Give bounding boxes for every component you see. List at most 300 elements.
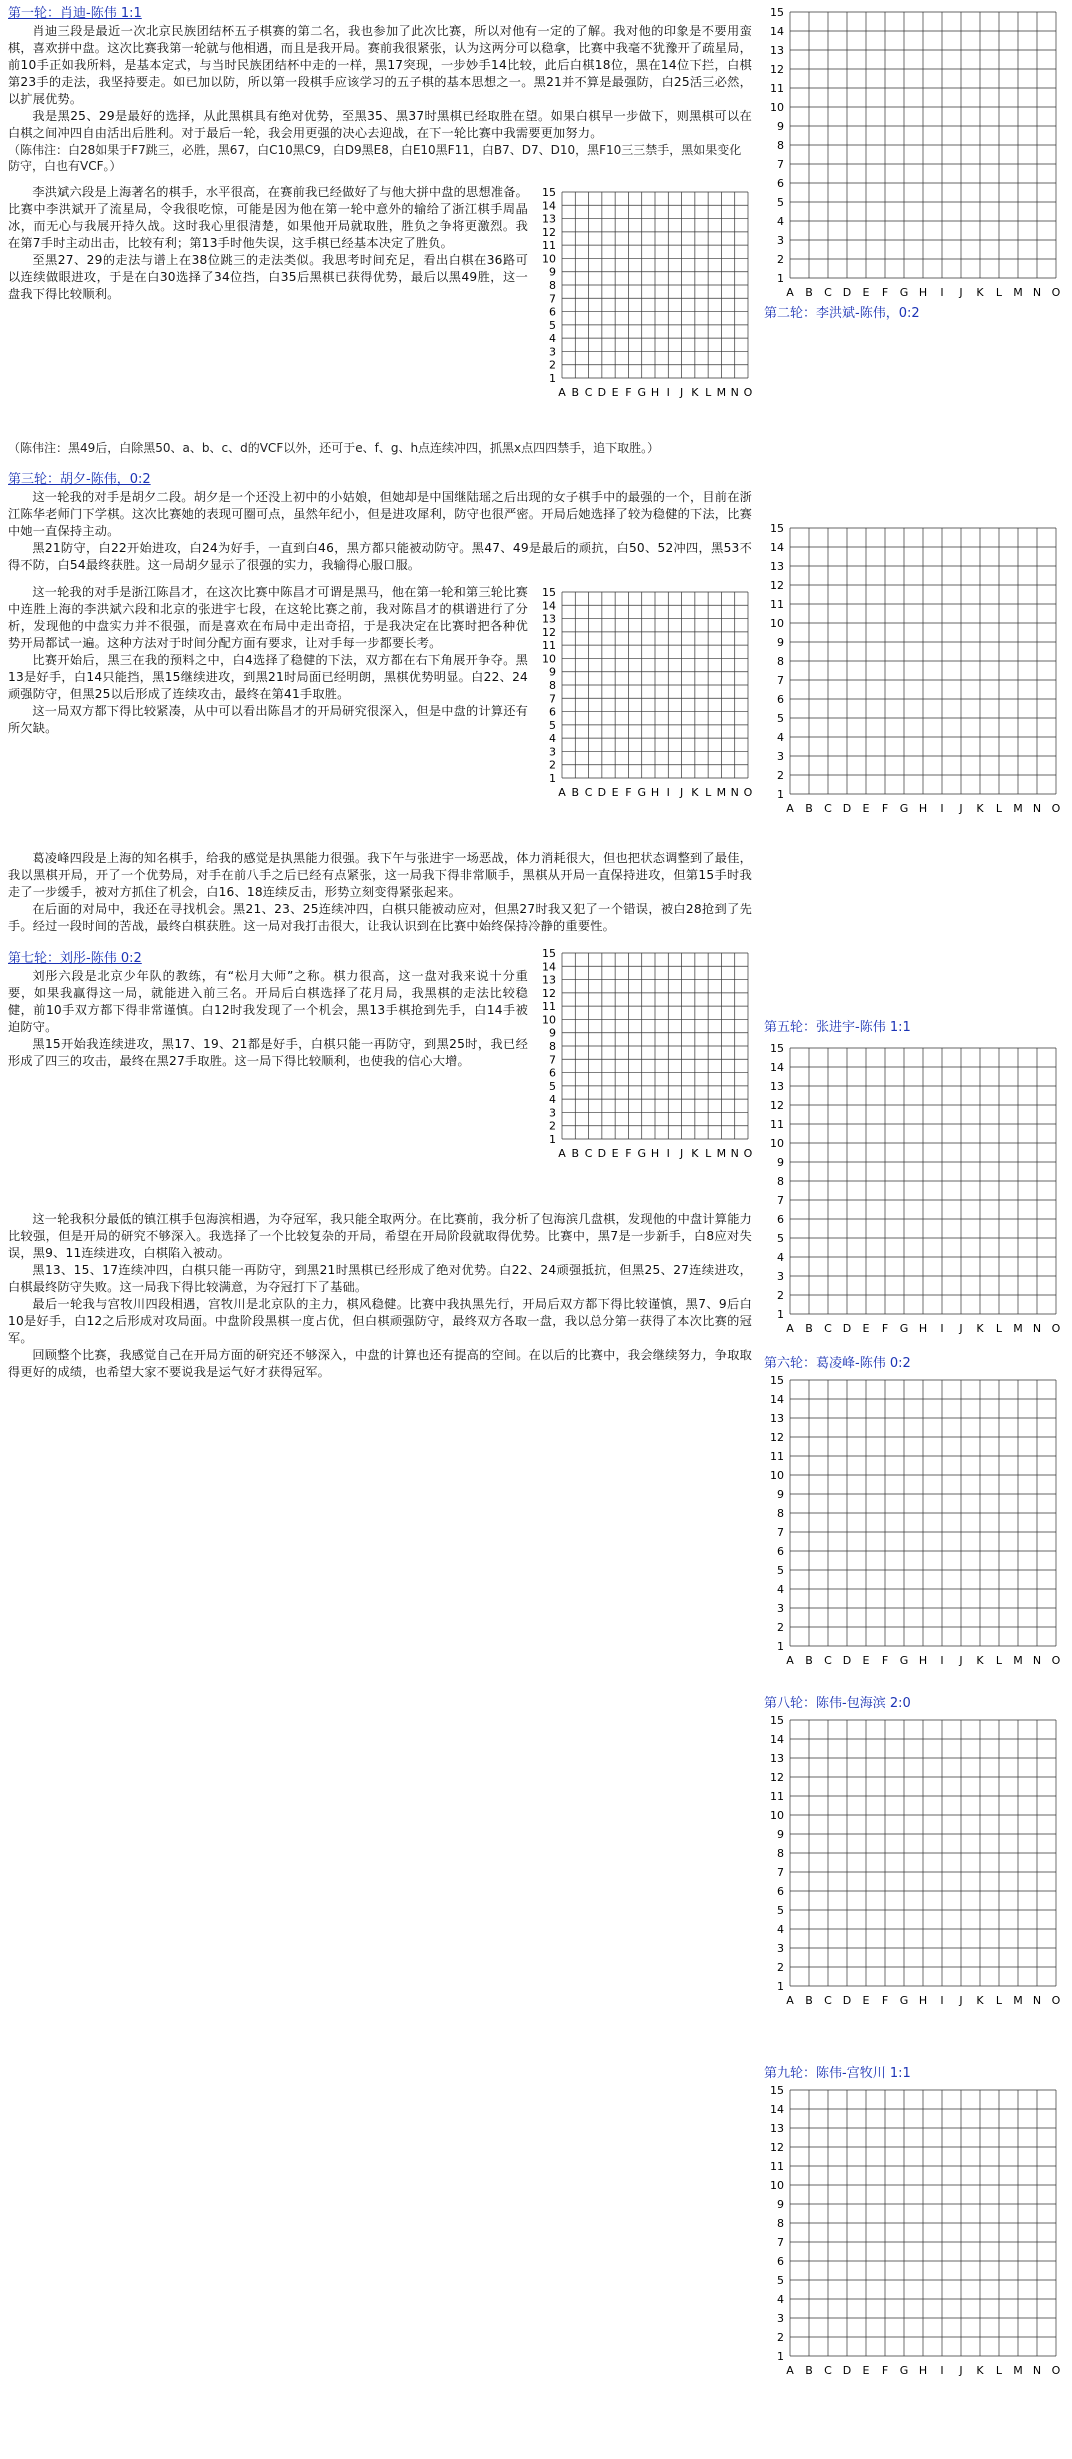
row-label: 13 <box>542 212 556 226</box>
row-label: 15 <box>770 2084 784 2097</box>
row-label: 13 <box>542 612 556 626</box>
row-label: 7 <box>777 2236 784 2249</box>
row-label: 8 <box>777 1507 784 1520</box>
row-label: 11 <box>542 1000 556 1014</box>
paragraph: 黑21防守，白22开始进攻，白24为好手，一直到白46，黑方都只能被动防守。黑47、49是最后的顽抗，白50、52冲四，黑53不得不防，白54最终获胜。这一局胡夕显示了很强的实力，我输得心服口服。 <box>8 541 752 572</box>
row-label: 1 <box>777 1980 784 1993</box>
column-label: L <box>705 386 712 399</box>
go-board-figure <box>764 300 920 325</box>
round-section <box>4 184 756 456</box>
row-label: 2 <box>549 758 556 772</box>
column-label: G <box>637 1147 646 1160</box>
row-label: 9 <box>549 665 556 679</box>
row-label: 9 <box>549 265 556 279</box>
row-label: 4 <box>777 731 784 744</box>
column-label: B <box>805 1322 813 1335</box>
row-label: 10 <box>542 252 556 266</box>
row-label: 13 <box>770 2122 784 2135</box>
column-label: I <box>666 1147 670 1160</box>
column-label: E <box>862 1994 870 2007</box>
row-label: 3 <box>549 1106 556 1120</box>
column-label: N <box>1032 286 1042 299</box>
paragraph: 李洪斌六段是上海著名的棋手，水平很高，在赛前我已经做好了与他大拼中盘的思想准备。比赛中李洪斌开了流星局，令我很吃惊，可能是因为他在第一轮中意外的输给了浙江棋手周晶冰，而无心与我展开持久战。这时我心里很清楚，如果他开局就取胜，胜负之争将更激烈。我在第7手时主动出击，比较有利；第13手时他失误，这手棋已经基本决定了胜负。 <box>8 185 528 250</box>
paragraph: 这一局双方都下得比较紧凑，从中可以看出陈昌才的开局研究很深入，但是中盘的计算还有所欠缺。 <box>8 704 528 735</box>
row-label: 13 <box>770 560 784 573</box>
row-label: 6 <box>777 2255 784 2268</box>
row-label: 14 <box>770 541 784 554</box>
paragraph: 黑15开始我连续进攻，黑17、19、21都是好手，白棋只能一再防守，到黑25时，我已经形成了四三的攻击，最终在黑27手取胜。这一局下得比较顺利，也使我的信心大增。 <box>8 1037 528 1068</box>
column-label: K <box>976 286 984 299</box>
column-label: D <box>842 286 852 299</box>
column-label: D <box>597 386 607 399</box>
column-label: M <box>716 786 727 799</box>
column-label: A <box>786 802 794 815</box>
row-label: 3 <box>777 234 784 247</box>
row-label: 2 <box>549 358 556 372</box>
paragraph: 这一轮我的对手是胡夕二段。胡夕是一个还没上初中的小姑娘，但她却是中国继陆瑶之后出现的女子棋手中的最强的一个，目前在浙江陈华老师门下学棋。这次比赛她的表现可圈可点，虽然年纪小，但是进攻犀利，防守也很严密。开局后她选择了较为稳健的下法，比赛中她一直保持主动。 <box>8 490 752 538</box>
row-label: 5 <box>777 1564 784 1577</box>
column-label: M <box>1013 802 1023 815</box>
row-label: 3 <box>549 345 556 359</box>
row-label: 6 <box>549 305 556 319</box>
column-label: K <box>976 1994 984 2007</box>
row-label: 9 <box>549 1026 556 1040</box>
row-label: 12 <box>542 625 556 639</box>
gomoku-board <box>536 584 756 834</box>
column-label: I <box>940 2364 944 2377</box>
column-label: E <box>611 786 619 799</box>
column-label: N <box>730 786 739 799</box>
row-label: 10 <box>770 617 784 630</box>
go-board-figure <box>764 1040 1064 1340</box>
round-title: 第七轮：刘彤-陈伟 0:2 <box>8 951 142 966</box>
column-label: F <box>881 1994 889 2007</box>
row-label: 12 <box>770 579 784 592</box>
row-label: 4 <box>549 332 556 346</box>
row-label: 6 <box>777 693 784 706</box>
column-label: I <box>666 386 670 399</box>
row-label: 1 <box>549 1133 556 1146</box>
annotation-note: （陈伟注：黑49后，白除黑50、a、b、c、d的VCF以外，还可于e、f、g、h点连续冲四，抓黑x点四四禁手，追下取胜。） <box>8 441 660 455</box>
column-label: C <box>584 786 593 799</box>
column-label: G <box>637 386 646 399</box>
column-label: O <box>1051 1654 1061 1667</box>
column-label: A <box>786 1654 794 1667</box>
row-label: 7 <box>777 674 784 687</box>
paragraph: 刘彤六段是北京少年队的教练，有“松月大师”之称。棋力很高，这一盘对我来说十分重要，如果我赢得这一局，就能进入前三名。开局后白棋选择了花月局，我黑棋的走法比较稳健，前10手双方都下得非常谨慎。白12时我发现了一个机会，黑13手棋抢到先手，白14手被迫防守。 <box>8 969 528 1034</box>
row-label: 2 <box>777 2331 784 2344</box>
paragraph: 这一轮我的对手是浙江陈昌才，在这次比赛中陈昌才可谓是黑马，他在第一轮和第三轮比赛中连胜上海的李洪斌六段和北京的张进宇七段，在这轮比赛之前，我对陈昌才的棋谱进行了分析，发现他的中盘实力并不很强，而是喜欢在布局中走出奇招，于是我决定在比赛时把各种优势开局都试一遍。这种方法对于时间分配方面有要求，让对手每一步都要长考。 <box>8 585 528 650</box>
column-label: O <box>1051 1994 1061 2007</box>
column-label: B <box>805 802 813 815</box>
row-label: 1 <box>777 1640 784 1653</box>
board-caption: 第二轮：李洪斌-陈伟，0:2 <box>764 306 920 321</box>
column-label: E <box>862 1654 870 1667</box>
column-label: B <box>805 1654 813 1667</box>
column-label: F <box>881 286 889 299</box>
row-label: 7 <box>549 1053 556 1067</box>
row-label: 4 <box>777 2293 784 2306</box>
row-label: 3 <box>777 2312 784 2325</box>
row-label: 1 <box>549 772 556 785</box>
row-label: 1 <box>777 788 784 801</box>
column-label: C <box>824 1654 832 1667</box>
column-label: M <box>1013 2364 1023 2377</box>
row-label: 10 <box>770 1809 784 1822</box>
column-label: F <box>881 802 889 815</box>
round-section <box>4 850 756 935</box>
column-label: F <box>881 1654 889 1667</box>
column-label: F <box>625 786 632 799</box>
row-label: 5 <box>777 1232 784 1245</box>
column-label: J <box>959 2364 963 2377</box>
column-label: D <box>842 1322 852 1335</box>
row-label: 9 <box>777 120 784 133</box>
paragraph: 回顾整个比赛，我感觉自己在开局方面的研究还不够深入，中盘的计算也还有提高的空间。在以后的比赛中，我会继续努力，争取取得更好的成绩，也希望大家不要说我是运气好才获得冠军。 <box>8 1348 752 1379</box>
round-section <box>4 1211 756 1381</box>
column-label: D <box>597 786 607 799</box>
row-label: 8 <box>777 1175 784 1188</box>
paragraph: 我是黑25、29是最好的选择，从此黑棋具有绝对优势，至黑35、黑37时黑棋已经取胜在望。如果白棋早一步做下，则黑棋可以在白棋之间冲四自由活出后胜利。对于最后一轮，我会用更强的决心去迎战，在下一轮比赛中我需要更加努力。 <box>8 109 752 140</box>
row-label: 5 <box>777 196 784 209</box>
row-label: 3 <box>777 1942 784 1955</box>
column-label: D <box>597 1147 607 1160</box>
column-label: K <box>976 802 984 815</box>
row-label: 10 <box>770 1469 784 1482</box>
column-label: L <box>995 1322 1003 1335</box>
round-section <box>4 466 756 574</box>
column-label: K <box>691 386 699 399</box>
row-label: 12 <box>542 225 556 239</box>
column-label: B <box>805 2364 813 2377</box>
column-label: G <box>899 2364 909 2377</box>
column-label: N <box>1032 2364 1042 2377</box>
row-label: 14 <box>770 1733 784 1746</box>
column-label: H <box>650 1147 660 1160</box>
column-label: D <box>842 1994 852 2007</box>
row-label: 12 <box>770 1431 784 1444</box>
column-label: O <box>1051 286 1061 299</box>
go-board-figure <box>764 1372 1064 1672</box>
go-board-figure <box>764 1712 1064 2012</box>
column-label: E <box>611 386 619 399</box>
column-label: L <box>995 1994 1003 2007</box>
row-label: 15 <box>770 1042 784 1055</box>
row-label: 12 <box>770 1099 784 1112</box>
row-label: 14 <box>770 1393 784 1406</box>
column-label: O <box>743 1147 753 1160</box>
paragraph: 葛凌峰四段是上海的知名棋手，给我的感觉是执黑能力很强。我下午与张进宇一场恶战，体力消耗很大，但也把状态调整到了最佳，我以黑棋开局，开了一个优势局，对手在前八手之后已经有点紧张，这一局我下得非常顺手，黑棋从开局一直保持进攻，但第15手时我走了一步缓手，被对方抓住了机会，白16、18连续反击，形势立刻变得紧张起来。 <box>8 851 752 899</box>
row-label: 8 <box>549 679 556 692</box>
row-label: 10 <box>542 652 556 666</box>
column-label: G <box>899 286 909 299</box>
row-label: 13 <box>770 1080 784 1093</box>
annotation-note: （陈伟注：白28如果于F7跳三，必胜，黑67，白C10黑C9，白D9黑E8，白E10黑F11，白B7、D7、D10，黑F10三三禁手，黑如果变化防守，白也有VCF。） <box>8 143 742 173</box>
board-caption: 第八轮：陈伟-包海滨 2:0 <box>764 1696 911 1711</box>
column-label: J <box>679 786 684 799</box>
gomoku-board <box>764 520 1064 820</box>
board-caption: 第五轮：张进宇-陈伟 1:1 <box>764 1020 911 1035</box>
row-label: 15 <box>770 522 784 535</box>
row-label: 7 <box>549 292 556 306</box>
row-label: 12 <box>770 63 784 76</box>
column-label: O <box>1051 802 1061 815</box>
paragraph: 比赛开始后，黑三在我的预料之中，白4选择了稳健的下法，双方都在右下角展开争夺。黑13是好手，白14只能挡，黑15继续进攻，到黑21时局面已经明朗，黑棋优势明显。白22、24顽强防守，但黑25以后形成了连续攻击，最终在第41手取胜。 <box>8 653 528 701</box>
row-label: 13 <box>770 1752 784 1765</box>
column-label: A <box>558 786 566 799</box>
paragraph: 这一轮我积分最低的镇江棋手包海滨相遇，为夺冠军，我只能全取两分。在比赛前，我分析了包海滨几盘棋，发现他的中盘计算能力比较强，但是开局的研究不够深入。我选择了一个比较复杂的开局，希望在开局阶段就取得优势。比赛中，黑7是一步新手，白8应对失误，黑9、11连续进攻，白棋陷入被动。 <box>8 1212 752 1260</box>
row-label: 11 <box>542 239 556 253</box>
row-label: 4 <box>549 732 556 746</box>
row-label: 10 <box>542 1013 556 1027</box>
column-label: L <box>995 2364 1003 2377</box>
row-label: 9 <box>777 1488 784 1501</box>
row-label: 4 <box>777 1583 784 1596</box>
column-label: I <box>940 286 944 299</box>
gomoku-board <box>764 1372 1064 1672</box>
row-label: 7 <box>549 692 556 706</box>
row-label: 11 <box>542 639 556 653</box>
row-label: 6 <box>549 1066 556 1080</box>
row-label: 4 <box>549 1093 556 1107</box>
column-label: J <box>959 1654 963 1667</box>
row-label: 2 <box>777 1621 784 1634</box>
gomoku-board <box>764 2082 1064 2382</box>
column-label: B <box>805 1994 813 2007</box>
column-label: G <box>899 1994 909 2007</box>
row-label: 2 <box>549 1119 556 1133</box>
board-caption: 第六轮：葛凌峰-陈伟 0:2 <box>764 1356 911 1371</box>
column-label: H <box>918 802 928 815</box>
row-label: 1 <box>777 2350 784 2363</box>
column-label: G <box>899 1654 909 1667</box>
column-label: M <box>1013 1994 1023 2007</box>
column-label: M <box>1013 1322 1023 1335</box>
column-label: E <box>862 2364 870 2377</box>
column-label: A <box>786 1322 794 1335</box>
row-label: 14 <box>542 960 556 974</box>
article-column <box>4 0 756 1391</box>
row-label: 6 <box>777 1885 784 1898</box>
row-label: 14 <box>542 599 556 613</box>
column-label: M <box>716 1147 727 1160</box>
column-label: D <box>842 1654 852 1667</box>
paragraph: 黑13、15、17连续冲四，白棋只能一再防守，到黑21时黑棋已经形成了绝对优势。白22、24顽强抵抗，但黑25、27连续进攻，白棋最终防守失败。这一局我下得比较满意，为夺冠打下了基础。 <box>8 1263 752 1294</box>
column-label: N <box>730 386 739 399</box>
row-label: 14 <box>770 1061 784 1074</box>
column-label: B <box>571 786 580 799</box>
row-label: 14 <box>542 199 556 213</box>
column-label: B <box>805 286 813 299</box>
column-label: L <box>995 1654 1003 1667</box>
row-label: 9 <box>777 1828 784 1841</box>
row-label: 14 <box>770 2103 784 2116</box>
row-label: 5 <box>777 2274 784 2287</box>
column-label: J <box>959 1322 963 1335</box>
round-section <box>4 0 756 174</box>
go-board-figure <box>536 584 756 834</box>
row-label: 1 <box>549 372 556 385</box>
row-label: 15 <box>770 1714 784 1727</box>
column-label: I <box>940 1994 944 2007</box>
column-label: B <box>571 386 580 399</box>
column-label: J <box>679 386 684 399</box>
row-label: 15 <box>542 586 556 599</box>
row-label: 5 <box>549 718 556 732</box>
column-label: E <box>862 286 870 299</box>
row-label: 13 <box>770 1412 784 1425</box>
column-label: C <box>824 286 832 299</box>
column-label: L <box>995 286 1003 299</box>
column-label: E <box>862 802 870 815</box>
gomoku-board <box>764 1040 1064 1340</box>
row-label: 10 <box>770 1137 784 1150</box>
row-label: 10 <box>770 2179 784 2192</box>
row-label: 4 <box>777 1923 784 1936</box>
column-label: F <box>881 2364 889 2377</box>
row-label: 5 <box>549 1079 556 1093</box>
column-label: A <box>558 1147 566 1160</box>
go-board-figure <box>536 184 756 434</box>
column-label: L <box>995 802 1003 815</box>
row-label: 6 <box>549 705 556 719</box>
column-label: B <box>571 1147 580 1160</box>
row-label: 11 <box>770 1450 784 1463</box>
row-label: 11 <box>770 1118 784 1131</box>
round-title: 第一轮：肖迪-陈伟 1:1 <box>8 6 142 21</box>
row-label: 15 <box>770 6 784 19</box>
column-label: K <box>691 1147 699 1160</box>
paragraph: 最后一轮我与宫牧川四段相遇，宫牧川是北京队的主力，棋风稳健。比赛中我执黑先行，开局后双方都下得比较谨慎，黑7、9后白10是好手，白12之后形成对攻局面。中盘阶段黑棋一度占优，但白棋顽强防守，最终双方各取一盘，我以总分第一获得了本次比赛的冠军。 <box>8 1297 752 1345</box>
row-label: 5 <box>777 1904 784 1917</box>
column-label: C <box>824 1322 832 1335</box>
column-label: O <box>743 386 753 399</box>
board-caption: 第九轮：陈伟-宫牧川 1:1 <box>764 2066 911 2081</box>
row-label: 4 <box>777 215 784 228</box>
row-label: 3 <box>549 745 556 759</box>
row-label: 11 <box>770 598 784 611</box>
column-label: L <box>705 1147 712 1160</box>
column-label: E <box>611 1147 619 1160</box>
column-label: M <box>1013 1654 1023 1667</box>
row-label: 2 <box>777 1961 784 1974</box>
paragraph: 至黑27、29的走法与谱上在38位跳三的走法类似。我思考时间充足，看出白棋在36路可以连续做眼进攻，于是在白30选择了34位挡，白35后黑棋已获得优势，最后以黑49胜，这一盘我下得比较顺利。 <box>8 253 528 301</box>
gomoku-board <box>764 4 1064 304</box>
column-label: I <box>940 1322 944 1335</box>
row-label: 4 <box>777 1251 784 1264</box>
row-label: 9 <box>777 2198 784 2211</box>
column-label: O <box>1051 2364 1061 2377</box>
column-label: M <box>716 386 727 399</box>
round-section <box>4 945 756 1201</box>
column-label: H <box>918 2364 928 2377</box>
column-label: F <box>625 1147 632 1160</box>
row-label: 11 <box>770 1790 784 1803</box>
row-label: 7 <box>777 158 784 171</box>
column-label: A <box>558 386 566 399</box>
column-label: H <box>918 1994 928 2007</box>
row-label: 15 <box>770 1374 784 1387</box>
row-label: 13 <box>770 44 784 57</box>
gomoku-board <box>536 945 756 1195</box>
column-label: E <box>862 1322 870 1335</box>
column-label: N <box>1032 1654 1042 1667</box>
row-label: 13 <box>542 973 556 987</box>
row-label: 9 <box>777 636 784 649</box>
column-label: I <box>940 1654 944 1667</box>
row-label: 2 <box>777 253 784 266</box>
go-board-figure <box>764 1014 911 1039</box>
column-label: J <box>679 1147 684 1160</box>
row-label: 8 <box>549 1040 556 1053</box>
column-label: O <box>743 786 753 799</box>
column-label: A <box>786 2364 794 2377</box>
column-label: O <box>1051 1322 1061 1335</box>
column-label: G <box>899 802 909 815</box>
column-label: D <box>842 802 852 815</box>
row-label: 12 <box>770 2141 784 2154</box>
column-label: N <box>1032 1322 1042 1335</box>
column-label: N <box>1032 1994 1042 2007</box>
column-label: L <box>705 786 712 799</box>
column-label: C <box>824 802 832 815</box>
column-label: K <box>976 1654 984 1667</box>
column-label: K <box>976 2364 984 2377</box>
row-label: 11 <box>770 2160 784 2173</box>
row-label: 5 <box>549 318 556 332</box>
row-label: 9 <box>777 1156 784 1169</box>
row-label: 2 <box>777 769 784 782</box>
paragraph: 在后面的对局中，我还在寻找机会。黑21、23、25连续冲四，白棋只能被动应对，但黑27时我又犯了一个错误，被白28抢到了先手。经过一段时间的苦战，最终白棋获胜。这一局对我打击很大，让我认识到在比赛中始终保持冷静的重要性。 <box>8 902 752 933</box>
row-label: 15 <box>542 186 556 199</box>
row-label: 3 <box>777 750 784 763</box>
paragraph: 肖迪三段是最近一次北京民族团结杯五子棋赛的第二名，我也参加了此次比赛，所以对他有一定的了解。我对他的印象是不要用蛮棋，喜欢拼中盘。这次比赛我第一轮就与他相遇，而且是我开局。赛前我很紧张，认为这两分可以稳拿，比赛中我毫不犹豫开了疏星局，前10手正如我所料，是基本定式，与当时民族团结杯中走的一样，黑17突现，一步妙手14比较，此后白棋18位，黑在14位下拦，白棋第23手的走法，我坚持要走。如已加以防，所以第一段棋手应该学习的五子棋的基本思想之一。黑21并不算是最强防，白25活三必然，以扩展优势。 <box>8 24 752 106</box>
column-label: C <box>584 386 593 399</box>
row-label: 3 <box>777 1270 784 1283</box>
round-title: 第三轮：胡夕-陈伟，0:2 <box>8 472 151 487</box>
row-label: 14 <box>770 25 784 38</box>
column-label: G <box>637 786 646 799</box>
column-label: I <box>940 802 944 815</box>
column-label: J <box>959 802 963 815</box>
row-label: 2 <box>777 1289 784 1302</box>
row-label: 7 <box>777 1866 784 1879</box>
row-label: 12 <box>542 986 556 1000</box>
row-label: 5 <box>777 712 784 725</box>
row-label: 6 <box>777 1213 784 1226</box>
column-label: N <box>1032 802 1042 815</box>
row-label: 11 <box>770 82 784 95</box>
go-board-figure <box>536 945 756 1195</box>
column-label: F <box>625 386 632 399</box>
row-label: 8 <box>549 279 556 292</box>
column-label: C <box>584 1147 593 1160</box>
row-label: 7 <box>777 1194 784 1207</box>
column-label: N <box>730 1147 739 1160</box>
column-label: G <box>899 1322 909 1335</box>
column-label: K <box>976 1322 984 1335</box>
gomoku-board <box>764 1712 1064 2012</box>
go-board-figure <box>764 4 1064 308</box>
column-label: H <box>650 386 660 399</box>
column-label: A <box>786 1994 794 2007</box>
column-label: C <box>824 2364 832 2377</box>
go-board-figure <box>764 520 1064 820</box>
row-label: 1 <box>777 1308 784 1321</box>
column-label: J <box>959 286 963 299</box>
row-label: 6 <box>777 177 784 190</box>
row-label: 6 <box>777 1545 784 1558</box>
